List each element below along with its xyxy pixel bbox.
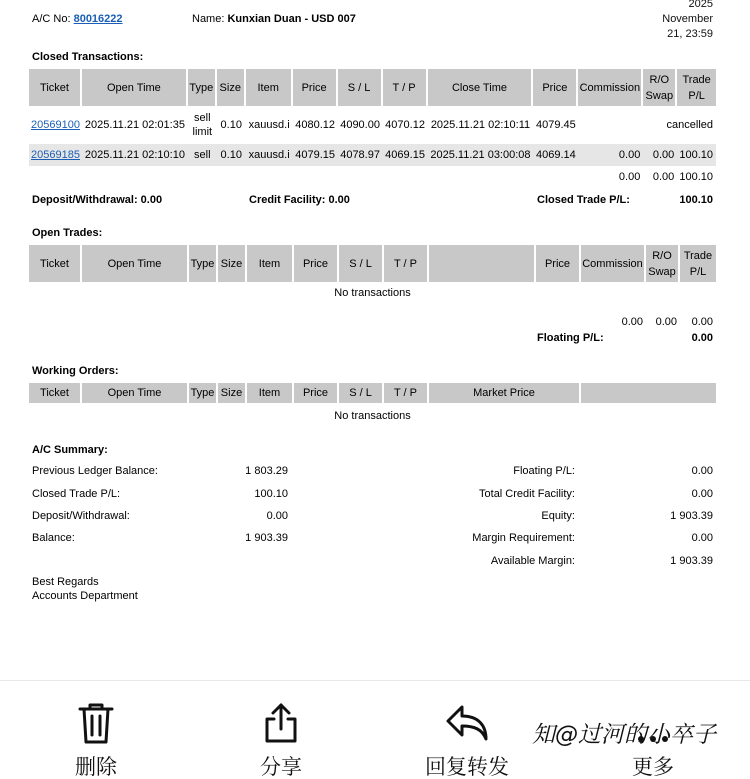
- column-header: R/O Swap: [646, 245, 680, 282]
- close-time-cell: 2025.11.21 02:10:11: [430, 119, 531, 131]
- floating-pl-value: 0.00: [691, 332, 713, 344]
- summary-label: Balance:: [32, 532, 75, 544]
- ticket-link[interactable]: 20569100: [31, 119, 80, 131]
- totals-row: [29, 166, 716, 188]
- table-header-row: [29, 69, 716, 106]
- column-header: Close Time: [428, 69, 534, 106]
- account-holder-name: Kunxian Duan - USD 007: [227, 13, 356, 25]
- closing-department: Accounts Department: [32, 590, 138, 602]
- column-header: Size: [218, 245, 247, 282]
- commission-cell: 0.00: [578, 144, 643, 166]
- column-header: Price: [294, 383, 339, 403]
- account-number-line: [32, 13, 123, 25]
- summary-label: Total Credit Facility:: [479, 488, 575, 500]
- column-header: Ticket: [29, 69, 82, 106]
- close-price-cell: 4079.45: [535, 119, 576, 131]
- statement-date: [633, 0, 713, 42]
- trade-pl-cell: 100.10: [677, 144, 716, 166]
- column-header: T / P: [383, 69, 428, 106]
- table-row: [29, 106, 716, 144]
- summary-value: 0.00: [691, 488, 713, 500]
- deposit-withdrawal-summary: Deposit/Withdrawal: 0.00: [32, 194, 163, 206]
- floating-pl-label: Floating P/L:: [537, 332, 604, 344]
- price-cell: 4080.12: [295, 119, 335, 131]
- ac-summary-title: A/C Summary:: [32, 444, 108, 456]
- more-label: 更多: [632, 755, 674, 779]
- status-cell: cancelled: [666, 119, 713, 131]
- item-cell: xauusd.i: [246, 144, 293, 166]
- type-cell: sell limit: [192, 112, 213, 138]
- empty-message: No transactions: [334, 287, 411, 299]
- summary-label: Deposit/Withdrawal:: [32, 510, 130, 522]
- statement-date-line: November: [662, 13, 713, 25]
- summary-value: 1 903.39: [245, 532, 288, 544]
- summary-label: Closed Trade P/L:: [32, 488, 121, 500]
- column-header: S / L: [338, 69, 383, 106]
- column-header: R/O Swap: [643, 69, 677, 106]
- working-orders-title: Working Orders:: [32, 365, 119, 377]
- trash-icon: [76, 701, 116, 745]
- column-header: Type: [188, 69, 217, 106]
- open-trades-title: Open Trades:: [32, 227, 103, 239]
- name-label: Name:: [192, 13, 225, 25]
- column-header: Ticket: [29, 383, 82, 403]
- share-button[interactable]: [226, 701, 336, 779]
- column-header: Item: [246, 69, 293, 106]
- credit-facility-summary: Credit Facility: 0.00: [249, 194, 350, 206]
- share-label: 分享: [260, 755, 302, 779]
- swap-total: 0.00: [652, 171, 675, 183]
- tp-cell: 4069.15: [383, 144, 428, 166]
- trade-pl-total: 0.00: [691, 316, 713, 328]
- closed-transactions-table: [29, 69, 716, 188]
- delete-label: 删除: [75, 755, 117, 779]
- statement-date-line: 21, 23:59: [667, 28, 713, 40]
- reply-icon: [444, 701, 490, 745]
- column-header: Size: [217, 69, 246, 106]
- ticket-link[interactable]: 20569185: [31, 149, 80, 161]
- summary-value: 1 903.39: [670, 555, 713, 567]
- table-header-row: [29, 245, 716, 282]
- column-header: Price: [533, 69, 578, 106]
- table-row: [29, 282, 716, 304]
- table-header-row: [29, 383, 716, 403]
- totals-row: [29, 304, 716, 328]
- size-cell: 0.10: [220, 119, 242, 131]
- column-header: Price: [536, 245, 581, 282]
- ticket-cell: [29, 144, 82, 166]
- sl-cell: 4078.97: [338, 144, 383, 166]
- account-number-link[interactable]: 80016222: [73, 13, 123, 25]
- column-header: S / L: [339, 383, 384, 403]
- price-cell: 4079.15: [293, 144, 338, 166]
- column-header: Open Time: [82, 383, 189, 403]
- column-header: Trade P/L: [677, 69, 716, 106]
- column-header: Type: [189, 383, 218, 403]
- column-header: S / L: [339, 245, 384, 282]
- statement-date-line: 2025: [688, 0, 713, 10]
- column-header: Trade P/L: [680, 245, 716, 282]
- summary-value: 1 803.29: [245, 465, 288, 477]
- summary-value: 0.00: [691, 465, 713, 477]
- table-row: [29, 403, 716, 428]
- closing-regards: Best Regards: [32, 576, 99, 588]
- summary-label: Floating P/L:: [513, 465, 575, 477]
- table-row: [29, 144, 716, 166]
- column-header: Item: [247, 383, 294, 403]
- swap-total: 0.00: [655, 316, 677, 328]
- column-header: [581, 383, 716, 403]
- closed-transactions-title: Closed Transactions:: [32, 51, 144, 63]
- open-time-cell: 2025.11.21 02:01:35: [84, 119, 185, 131]
- column-header: Price: [294, 245, 339, 282]
- close-time-cell: 2025.11.21 03:00:08: [428, 144, 534, 166]
- column-header: Ticket: [29, 245, 82, 282]
- summary-value: 1 903.39: [670, 510, 713, 522]
- summary-value: 0.00: [691, 532, 713, 544]
- column-header: Item: [247, 245, 294, 282]
- size-cell: 0.10: [217, 144, 246, 166]
- column-header: T / P: [384, 383, 429, 403]
- column-header: Type: [189, 245, 218, 282]
- summary-label: Equity:: [541, 510, 575, 522]
- closed-trade-pl-label: Closed Trade P/L:: [537, 194, 630, 206]
- column-header: Open Time: [82, 245, 189, 282]
- ticket-cell: [29, 106, 82, 144]
- account-number-label: A/C No:: [32, 13, 71, 25]
- summary-label: Available Margin:: [490, 555, 575, 567]
- account-name-line: [192, 13, 356, 25]
- item-cell: xauusd.i: [248, 119, 290, 131]
- column-header: Commission: [581, 245, 646, 282]
- swap-cell: 0.00: [643, 144, 677, 166]
- trade-pl-total: 100.10: [679, 171, 713, 183]
- commission-total: 0.00: [621, 316, 643, 328]
- summary-value: 100.10: [254, 488, 288, 500]
- closed-trade-pl-value: 100.10: [679, 194, 713, 206]
- watermark-text: 知@过河的小卒子: [532, 722, 716, 748]
- share-icon: [261, 701, 301, 745]
- working-orders-table: [29, 383, 716, 428]
- column-header: Commission: [578, 69, 643, 106]
- open-trades-table: [29, 245, 716, 328]
- column-header: T / P: [384, 245, 429, 282]
- summary-label: Previous Ledger Balance:: [32, 465, 158, 477]
- column-header: [429, 245, 536, 282]
- tp-cell: 4070.12: [385, 119, 425, 131]
- reply-forward-label: 回复转发: [425, 755, 509, 779]
- summary-value: 0.00: [266, 510, 288, 522]
- column-header: Open Time: [82, 69, 188, 106]
- reply-forward-button[interactable]: [412, 701, 522, 779]
- empty-message: No transactions: [334, 409, 411, 422]
- sl-cell: 4090.00: [340, 119, 380, 131]
- delete-button[interactable]: [41, 701, 151, 779]
- close-price-cell: 4069.14: [533, 144, 578, 166]
- column-header: Size: [218, 383, 247, 403]
- commission-total: 0.00: [618, 171, 641, 183]
- column-header: Market Price: [429, 383, 581, 403]
- type-cell: sell: [188, 144, 217, 166]
- summary-label: Margin Requirement:: [472, 532, 575, 544]
- open-time-cell: 2025.11.21 02:10:10: [82, 144, 188, 166]
- column-header: Price: [293, 69, 338, 106]
